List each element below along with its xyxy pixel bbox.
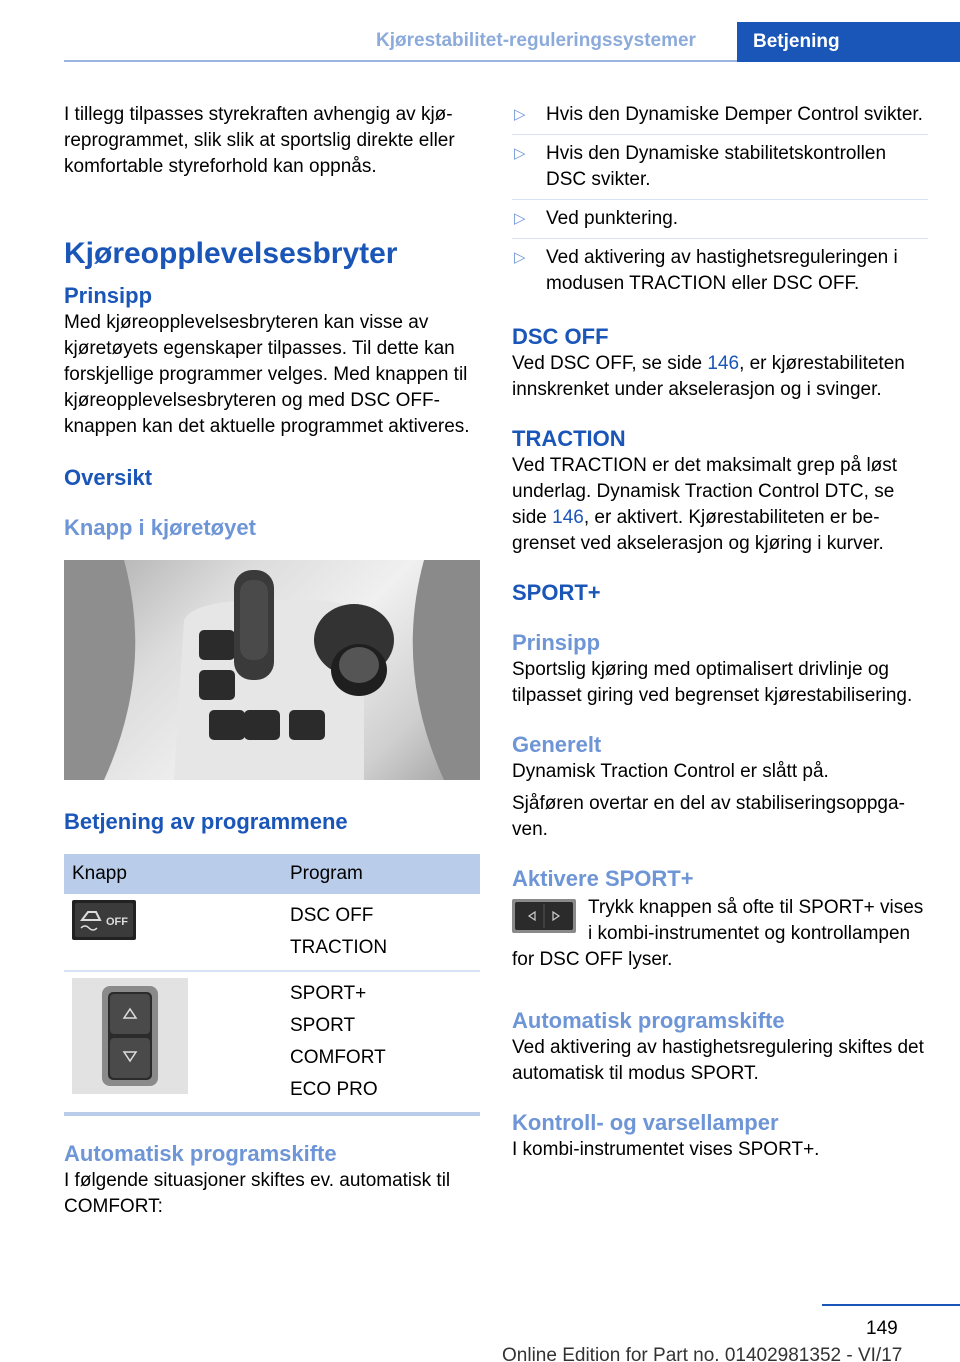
heading-kontroll-og-varsellamper: Kontroll- og varsellamper [512,1110,779,1135]
console-photo-illustration [64,560,480,780]
right-column [512,102,928,1163]
table-header-row [64,854,480,894]
table-cell-programs [282,971,480,1114]
triangle-bullet-icon: ▷ [514,210,526,227]
prinsipp-paragraph: Med kjøreopplevelsesbryteren kan visse av kjøretøyets egenskaper tilpasses. Til dette kan forskjellige programmer velges. Med knappen til kjøreopplevelsesbryteren og med DSC OFF-knappen kan det aktuelle programmet aktiveres. [64,312,470,437]
triangle-bullet-icon: ▷ [514,106,526,123]
auto-switch-list [512,102,928,303]
heading-prinsipp: Prinsipp [64,283,153,308]
list-item: ▷ Ved aktivering av hastighetsreguleringen i modusen TRACTION eller DSC OFF. [514,247,898,294]
page-link-146[interactable]: 146 [552,507,584,528]
list-item: ▷ Ved punktering. [512,206,928,239]
heading-betjening-av-programmene: Betjening av programmene [64,809,348,834]
table-cell-button-image [64,971,282,1114]
page-number: 149 [866,1318,898,1339]
aktivere-block [512,895,928,973]
table-header-knapp: Knapp [64,854,282,894]
program-dsc-off: DSC OFF [290,905,374,926]
sport-prinsipp-paragraph: Sportslig kjøring med optimalisert drivlinje og tilpasset giring ved begrenset kjørestabilisering. [512,659,913,706]
heading-oversikt: Oversikt [64,465,153,490]
program-comfort: COMFORT [290,1047,386,1068]
header-section-title: Kjørestabilitet-reguleringssystemer [376,30,696,51]
table-row [64,971,480,1114]
heading-dsc-off: DSC OFF [512,324,609,349]
heading-knapp-i-kjoretoyet: Knapp i kjøretøyet [64,515,256,540]
table-header-program: Program [282,854,480,894]
traction-paragraph: Ved TRACTION er det maksimalt grep på løst underlag. Dynamisk Traction Control DTC, se side 146, er aktivert. Kjørestabiliteten er begrenset ved akselerasjon og kjøring i kurver. [512,455,898,554]
switch-button-icon [512,899,576,933]
table-cell-programs [282,894,480,971]
table-cell-button-image [64,894,282,971]
auto-paragraph: I følgende situasjoner skiftes ev. automatisk til COMFORT: [64,1170,451,1217]
heading-aktivere-sport-plus: Aktivere SPORT+ [512,866,694,891]
heading-automatisk-programskifte-sport: Automatisk programskifte [512,1008,785,1033]
edition-footer: Online Edition for Part no. 01402981352 - VI/17 [502,1345,903,1362]
left-column [64,102,482,1220]
program-sport: SPORT [290,1015,356,1036]
generelt-paragraph-2: Sjåføren overtar en del av stabiliseringsoppgaven. [512,793,905,840]
aktivere-paragraph: Trykk knappen så ofte til SPORT+ vises i kombi-instrumentet og kontrollampen for DSC OFF lyser. [512,897,924,970]
heading-prinsipp-sport: Prinsipp [512,630,601,655]
kontroll-paragraph: I kombi-instrumentet vises SPORT+. [512,1139,820,1160]
triangle-bullet-icon: ▷ [514,145,526,162]
program-traction: TRACTION [290,937,388,958]
heading-generelt: Generelt [512,732,602,757]
generelt-paragraph-1: Dynamisk Traction Control er slått på. [512,761,829,782]
heading-kjoreopplevelsesbryter: Kjøreopplevelsesbryter [64,237,398,270]
driving-experience-switch-icon [72,978,188,1094]
page-link-146[interactable]: 146 [707,353,740,374]
dsc-off-paragraph: Ved DSC OFF, se side 146, er kjørestabiliteten innskrenket under akselerasjon og i svinger. [512,353,905,400]
heading-automatisk-programskifte: Automatisk programskifte [64,1141,337,1166]
program-table [64,854,480,1116]
intro-paragraph: I tillegg tilpasses styrekraften avhengig av kjøreprogrammet, slik slik at sportslig direkte eller komfortable styreforhold kan oppnås. [64,104,455,177]
header-chapter-tab: Betjening [737,22,960,62]
page-number-rule [822,1304,960,1306]
list-item: ▷ Hvis den Dynamiske Demper Control svikter. [512,102,928,135]
svg-text:OFF: OFF [106,916,128,928]
heading-sport-plus: SPORT+ [512,580,601,605]
auto-sport-paragraph: Ved aktivering av hastighetsregulering skiftes det automatisk til modus SPORT. [512,1037,924,1084]
heading-traction: TRACTION [512,426,626,451]
table-row [64,894,480,971]
program-sport-plus: SPORT+ [290,983,367,1004]
triangle-bullet-icon: ▷ [514,249,526,266]
console-photo [64,560,480,780]
dsc-off-button-icon [72,900,136,940]
list-item: ▷ Hvis den Dynamiske stabilitetskontrollen DSC svikter. [512,141,928,200]
program-eco-pro: ECO PRO [290,1079,378,1100]
